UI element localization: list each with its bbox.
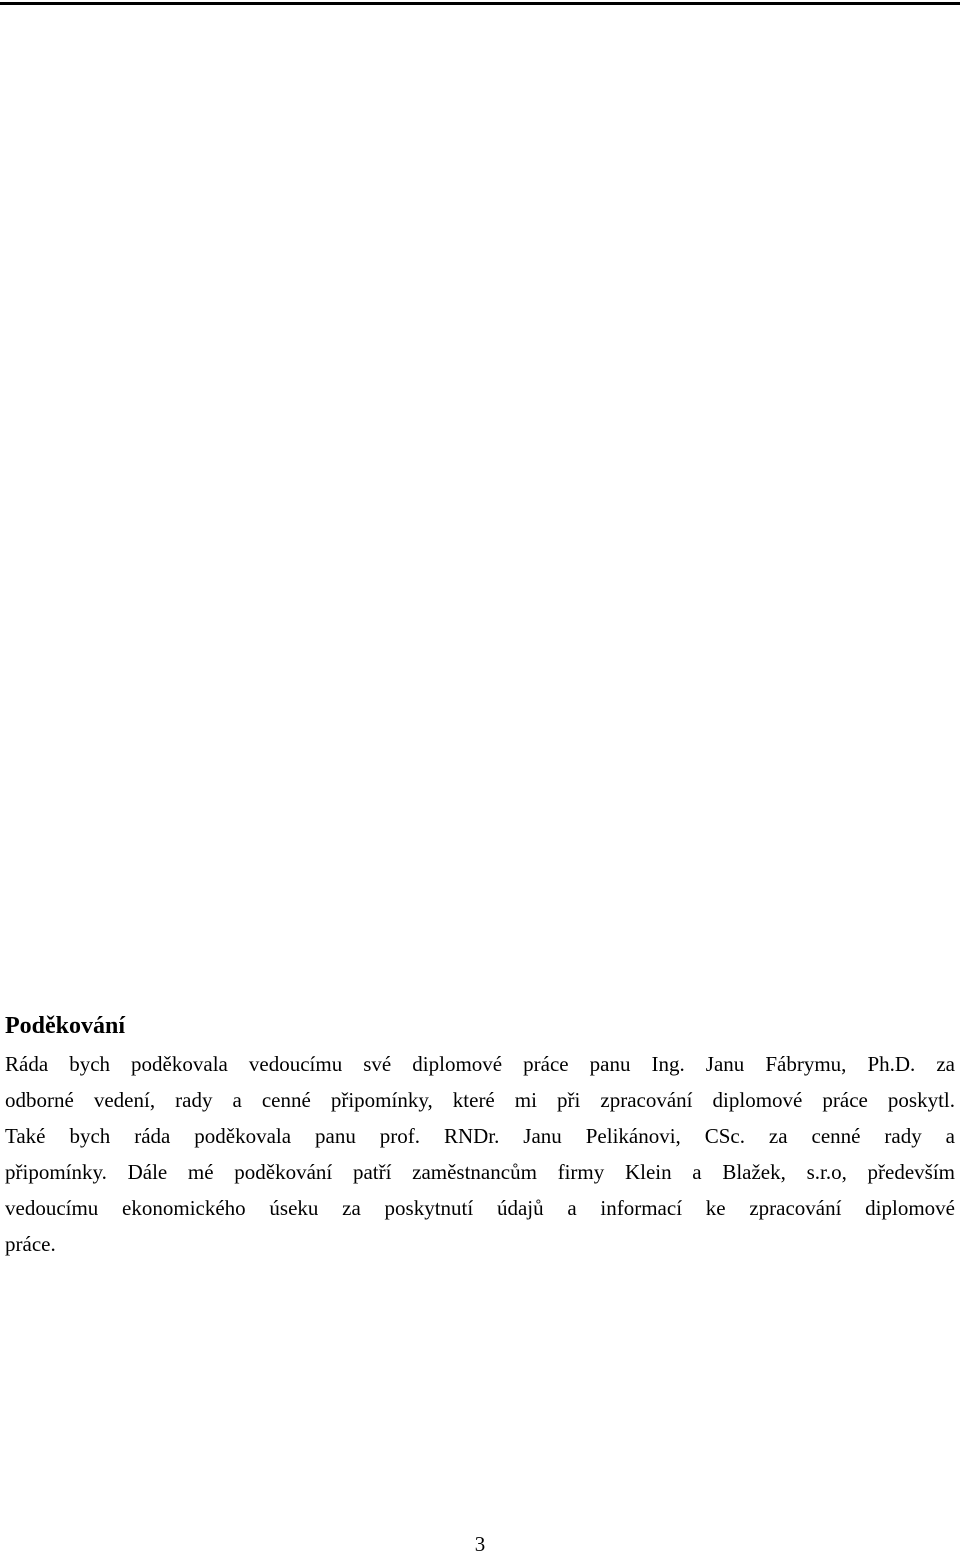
acknowledgements-section <box>5 1010 955 1262</box>
page-number: 3 <box>474 1532 486 1556</box>
paragraph-line: odborné vedení, rady a cenné připomínky, které mi při zpracování diplomové práce poskytl. <box>5 1088 955 1112</box>
acknowledgements-paragraph <box>5 1046 955 1262</box>
paragraph-line: vedoucímu ekonomického úseku za poskytnutí údajů a informací ke zpracování diplomové <box>5 1196 955 1220</box>
paragraph-line: Také bych ráda poděkovala panu prof. RNDr. Janu Pelikánovi, CSc. za cenné rady a <box>5 1124 955 1148</box>
paragraph-line: Ráda bych poděkovala vedoucímu své diplomové práce panu Ing. Janu Fábrymu, Ph.D. za <box>5 1052 955 1076</box>
section-heading: Poděkování <box>5 1013 126 1039</box>
top-border-rule <box>0 2 960 5</box>
paragraph-line: připomínky. Dále mé poděkování patří zaměstnancům firmy Klein a Blažek, s.r.o, především <box>5 1160 955 1184</box>
paragraph-line: práce. <box>5 1232 56 1256</box>
